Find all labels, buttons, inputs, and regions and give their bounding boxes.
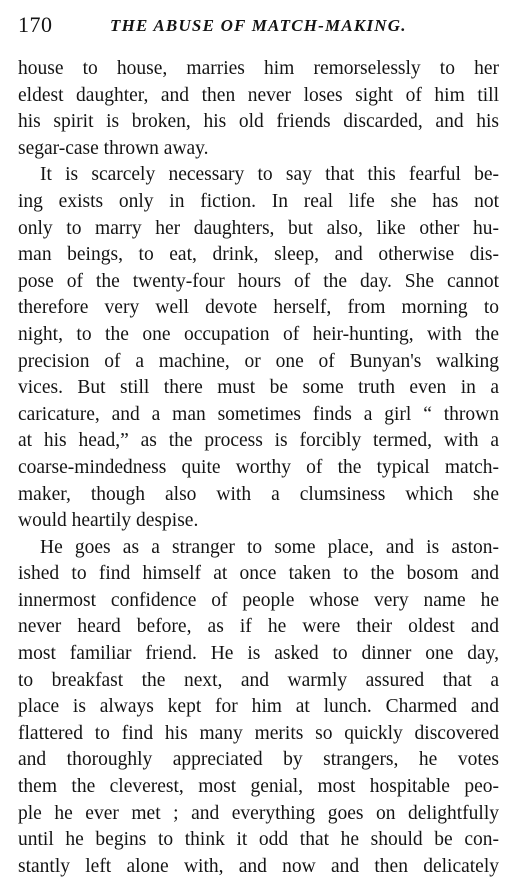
- text-line: innermost confidence of people whose very name he: [18, 589, 499, 611]
- text-line: man beings, to eat, drink, sleep, and otherwise dis-: [18, 244, 499, 266]
- text-line: maker, though also with a clumsiness which she: [18, 483, 499, 505]
- text-line: and thoroughly appreciated by strangers, he votes: [18, 749, 499, 771]
- text-line: would heartily despise.: [18, 510, 199, 532]
- body-text: [18, 56, 499, 880]
- text-line: therefore very well devote herself, from morning to: [18, 297, 499, 319]
- page-header: [18, 10, 501, 40]
- text-line: to breakfast the next, and warmly assured that a: [18, 669, 499, 691]
- text-line: ished to find himself at once taken to the bosom and: [18, 563, 499, 585]
- text-line: flattered to find his many merits so quickly discovered: [18, 722, 499, 744]
- page-number: 170: [18, 12, 53, 37]
- text-line: caricature, and a man sometimes finds a girl “ thrown: [18, 403, 499, 425]
- text-line: ple he ever met ; and everything goes on delightfully: [18, 802, 499, 824]
- text-line: only to marry her daughters, but also, like other hu-: [18, 217, 499, 239]
- text-line: night, to the one occupation of heir-hunting, with the: [18, 323, 499, 345]
- text-line: pose of the twenty-four hours of the day. She cannot: [18, 270, 499, 292]
- text-line: stantly left alone with, and now and then delicately: [18, 855, 499, 877]
- running-title: THE ABUSE OF MATCH-MAKING.: [110, 16, 407, 35]
- text-line: He goes as a stranger to some place, and is aston-: [40, 536, 499, 558]
- text-line: vices. But still there must be some truth even in a: [18, 377, 499, 399]
- text-line: them the cleverest, most genial, most hospitable peo-: [18, 776, 499, 798]
- text-line: segar-case thrown away.: [18, 137, 209, 159]
- text-line: until he begins to think it odd that he should be con-: [18, 829, 499, 851]
- text-line: most familiar friend. He is asked to dinner one day,: [18, 643, 499, 665]
- text-line: coarse-mindedness quite worthy of the typical match-: [18, 456, 499, 478]
- text-line: precision of a machine, or one of Bunyan's walking: [18, 350, 499, 372]
- text-line: place is always kept for him at lunch. Charmed and: [18, 696, 499, 718]
- text-line: eldest daughter, and then never loses sight of him till: [18, 84, 499, 106]
- text-line: his spirit is broken, his old friends discarded, and his: [18, 111, 499, 133]
- text-line: never heard before, as if he were their oldest and: [18, 616, 499, 638]
- text-line: at his head,” as the process is forcibly termed, with a: [18, 430, 499, 452]
- text-line: It is scarcely necessary to say that this fearful be-: [40, 164, 499, 186]
- text-line: ing exists only in fiction. In real life she has not: [18, 190, 499, 212]
- text-line: house to house, marries him remorselessly to her: [18, 58, 499, 79]
